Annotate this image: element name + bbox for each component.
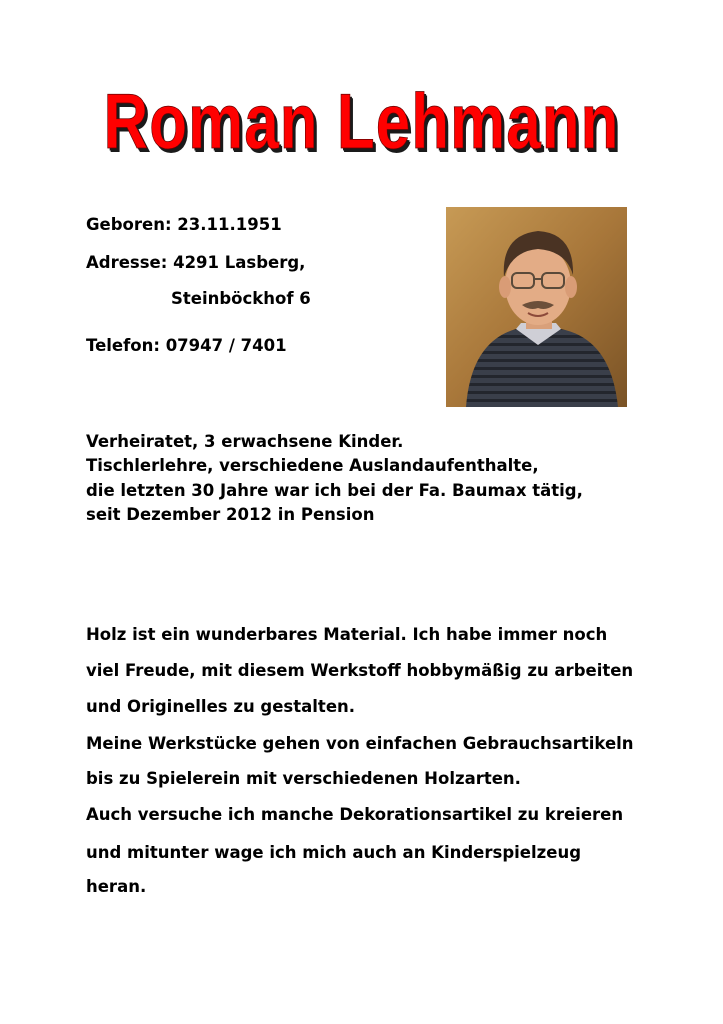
hobby-line-5: bis zu Spielerein mit verschiedenen Holzarten. [86,769,521,788]
bio-line-3: die letzten 30 Jahre war ich bei der Fa. Baumax tätig, [86,481,583,500]
address-line-2: Steinböckhof 6 [171,289,311,308]
bio-line-2: Tischlerlehre, verschiedene Auslandaufenthalte, [86,456,539,475]
address-line-1: Adresse: 4291 Lasberg, [86,253,306,272]
bio-line-1: Verheiratet, 3 erwachsene Kinder. [86,432,404,451]
birth-date: Geboren: 23.11.1951 [86,215,282,234]
portrait-photo [446,207,627,407]
hobby-line-1: Holz ist ein wunderbares Material. Ich habe immer noch [86,625,608,644]
hobby-line-8: heran. [86,877,147,896]
hobby-line-4: Meine Werkstücke gehen von einfachen Gebrauchsartikeln [86,734,634,753]
hobby-line-6: Auch versuche ich manche Dekorationsartikel zu kreieren [86,805,624,824]
phone-number: Telefon: 07947 / 7401 [86,336,287,355]
hobby-line-3: und Originelles zu gestalten. [86,697,356,716]
hobby-line-2: viel Freude, mit diesem Werkstoff hobbymäßig zu arbeiten [86,661,634,680]
hobby-line-7: und mitunter wage ich mich auch an Kinderspielzeug [86,843,581,862]
page-title: Roman Lehmann [103,79,620,166]
bio-line-4: seit Dezember 2012 in Pension [86,505,375,524]
